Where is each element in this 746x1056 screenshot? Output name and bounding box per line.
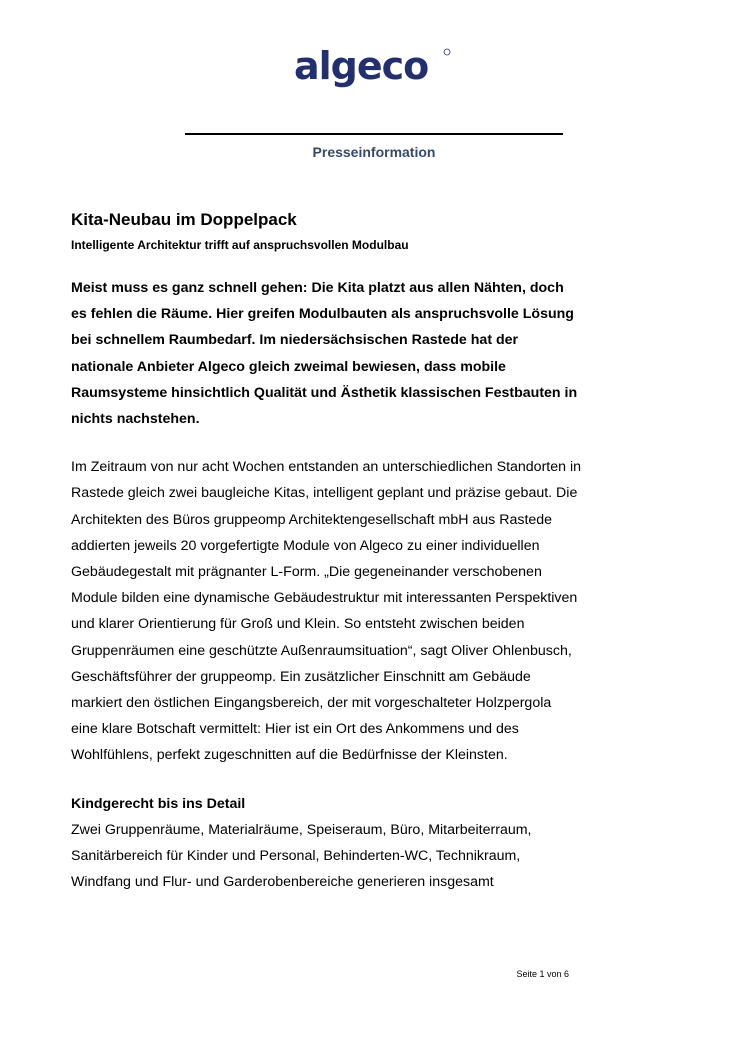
article-subtitle: Intelligente Architektur trifft auf anspruchsvollen Modulbau [71,238,409,252]
header-rule [185,133,563,135]
logo-wordmark: algeco [294,47,429,88]
section-body: Zwei Gruppenräume, Materialräume, Speiseraum, Büro, Mitarbeiterraum, Sanitärbereich für Kinder und Personal, Behinderten-WC, Technikraum, Windfang und Flur- und Garderobenbereiche generieren insgesamt [71,821,532,891]
section-heading: Kindgerecht bis ins Detail [71,795,246,812]
press-label: Presseinformation [312,144,436,160]
article-title: Kita-Neubau im Doppelpack [71,210,297,229]
algeco-logo [292,47,457,99]
article-body: Im Zeitraum von nur acht Wochen entstanden an unterschiedlichen Standorten in Rastede gleich zwei baugleiche Kitas, intelligent geplant und präzise gebaut. Die Architekten des Büros gruppeomp Architektengesellschaft mbH aus Rastede addierten jeweils 20 vorgefertigte Module von Algeco zu einer individuellen Gebäudegestalt mit prägnanter L-Form. „Die gegeneinander verschobenen Module bilden eine dynamische Gebäudestruktur mit interessanten Perspektiven und klarer Orientierung für Groß und Klein. So entsteht zwischen beiden Gruppenräumen eine geschützte Außenraumsituation“, sagt Oliver Ohlenbusch, Geschäftsführer der gruppeomp. Ein zusätzlicher Einschnitt am Gebäude markiert den östlichen Eingangsbereich, der mit vorgeschalteter Holzpergola eine klare Botschaft vermittelt: Hier ist ein Ort des Ankommens und des Wohlfühlens, perfekt zugeschnitten auf die Bedürfnisse der Kleinsten. [71,459,582,764]
page-number: Seite 1 von 6 [516,969,569,979]
registered-mark [444,49,450,55]
article [71,209,581,895]
article-lead: Meist muss es ganz schnell gehen: Die Kita platzt aus allen Nähten, doch es fehlen die Räume. Hier greifen Modulbauten als anspruchsvolle Lösung bei schnellem Raumbedarf. Im niedersächsischen Rastede hat der nationale Anbieter Algeco gleich zweimal bewiesen, dass mobile Raumsysteme hinsichtlich Qualität und Ästhetik klassischen Festbauten in nichts nachstehen. [71,280,578,428]
